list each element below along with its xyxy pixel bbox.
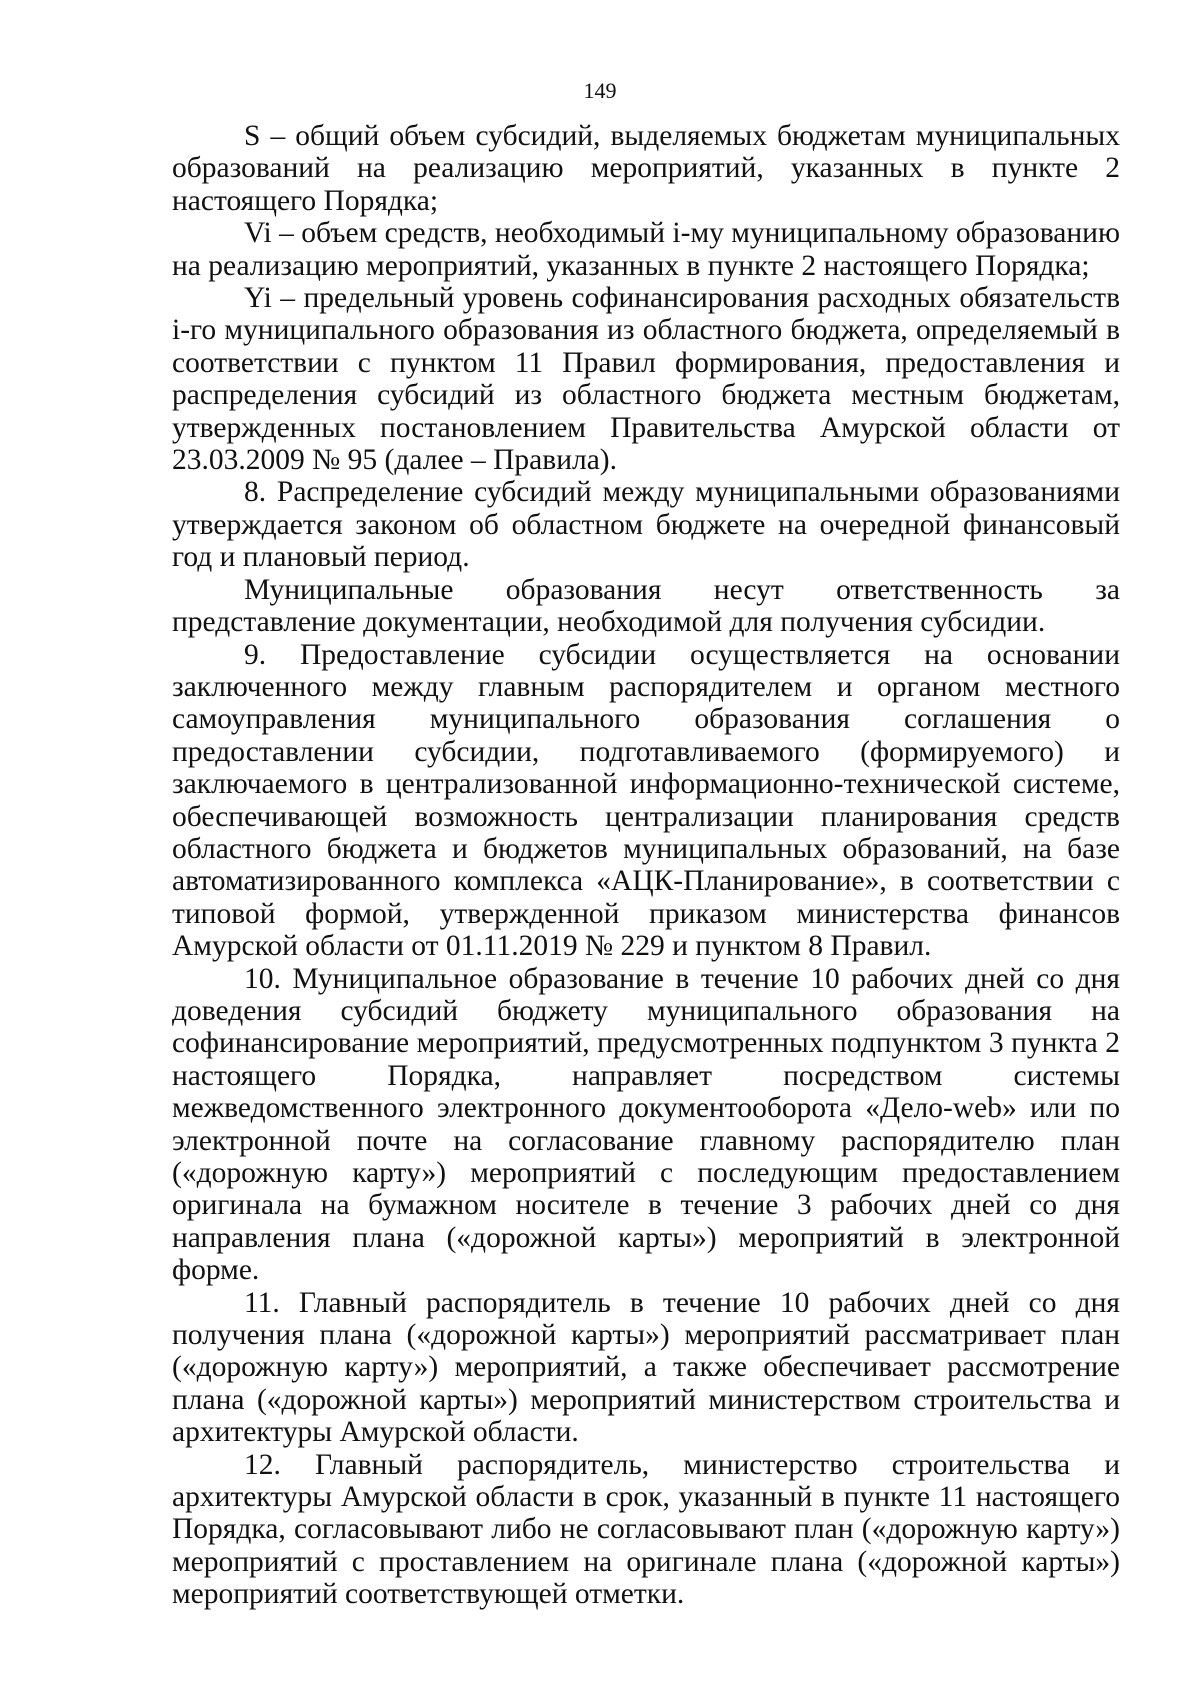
- paragraph-item-12: 12. Главный распорядитель, министерство строительства и архитектуры Амурской области в срок, указанный в пункте 11 настоящего Порядка, согласовывают либо не согласовывают план («дорожную карту») мероприятий с проставлением на оригинале плана («дорожной карты») мероприятий соответствующей отметки.: [172, 1448, 1120, 1611]
- paragraph-item-8: 8. Распределение субсидий между муниципальными образованиями утверждается законом об областном бюджете на очередной финансовый год и плановый период.: [172, 476, 1120, 574]
- page-number: 149: [583, 78, 617, 103]
- paragraph-vi-definition: Vi – объем средств, необходимый i-му муниципальному образованию на реализацию мероприятий, указанных в пункте 2 настоящего Порядка;: [172, 217, 1120, 282]
- document-body: [172, 120, 1120, 1611]
- paragraph-item-11: 11. Главный распорядитель в течение 10 рабочих дней со дня получения плана («дорожной карты») мероприятий рассматривает план («дорожную карту») мероприятий, а также обеспечивает рассмотрение плана («дорожной карты») мероприятий министерством строительства и архитектуры Амурской области.: [172, 1286, 1120, 1449]
- paragraph-item-9: 9. Предоставление субсидии осуществляется на основании заключенного между главным распорядителем и органом местного самоуправления муниципального образования соглашения о предоставлении субсидии, подготавливаемого (формируемого) и заключаемого в централизованной информационно-технической системе, обеспечивающей возможность централизации планирования средств областного бюджета и бюджетов муниципальных образований, на базе автоматизированного комплекса «АЦК-Планирование», в соответствии с типовой формой, утвержденной приказом министерства финансов Амурской области от 01.11.2019 № 229 и пунктом 8 Правил.: [172, 638, 1120, 963]
- paragraph-yi-definition: Yi – предельный уровень софинансирования расходных обязательств i-го муниципального образования из областного бюджета, определяемый в соответствии с пунктом 11 Правил формирования, предоставления и распределения субсидий из областного бюджета местным бюджетам, утвержденных постановлением Правительства Амурской области от 23.03.2009 № 95 (далее – Правила).: [172, 282, 1120, 477]
- paragraph-s-definition: S – общий объем субсидий, выделяемых бюджетам муниципальных образований на реализацию мероприятий, указанных в пункте 2 настоящего Порядка;: [172, 120, 1120, 217]
- paragraph-item-10: 10. Муниципальное образование в течение 10 рабочих дней со дня доведения субсидий бюджету муниципального образования на софинансирование мероприятий, предусмотренных подпунктом 3 пункта 2 настоящего Порядка, направляет посредством системы межведомственного электронного документооборота «Дело-web» или по электронной почте на согласование главному распорядителю план («дорожную карту») мероприятий с последующим предоставлением оригинала на бумажном носителе в течение 3 рабочих дней со дня направления плана («дорожной карты») мероприятий в электронной форме.: [172, 962, 1120, 1287]
- paragraph-responsibility: Муниципальные образования несут ответственность за представление документации, необходимой для получения субсидии.: [172, 573, 1120, 639]
